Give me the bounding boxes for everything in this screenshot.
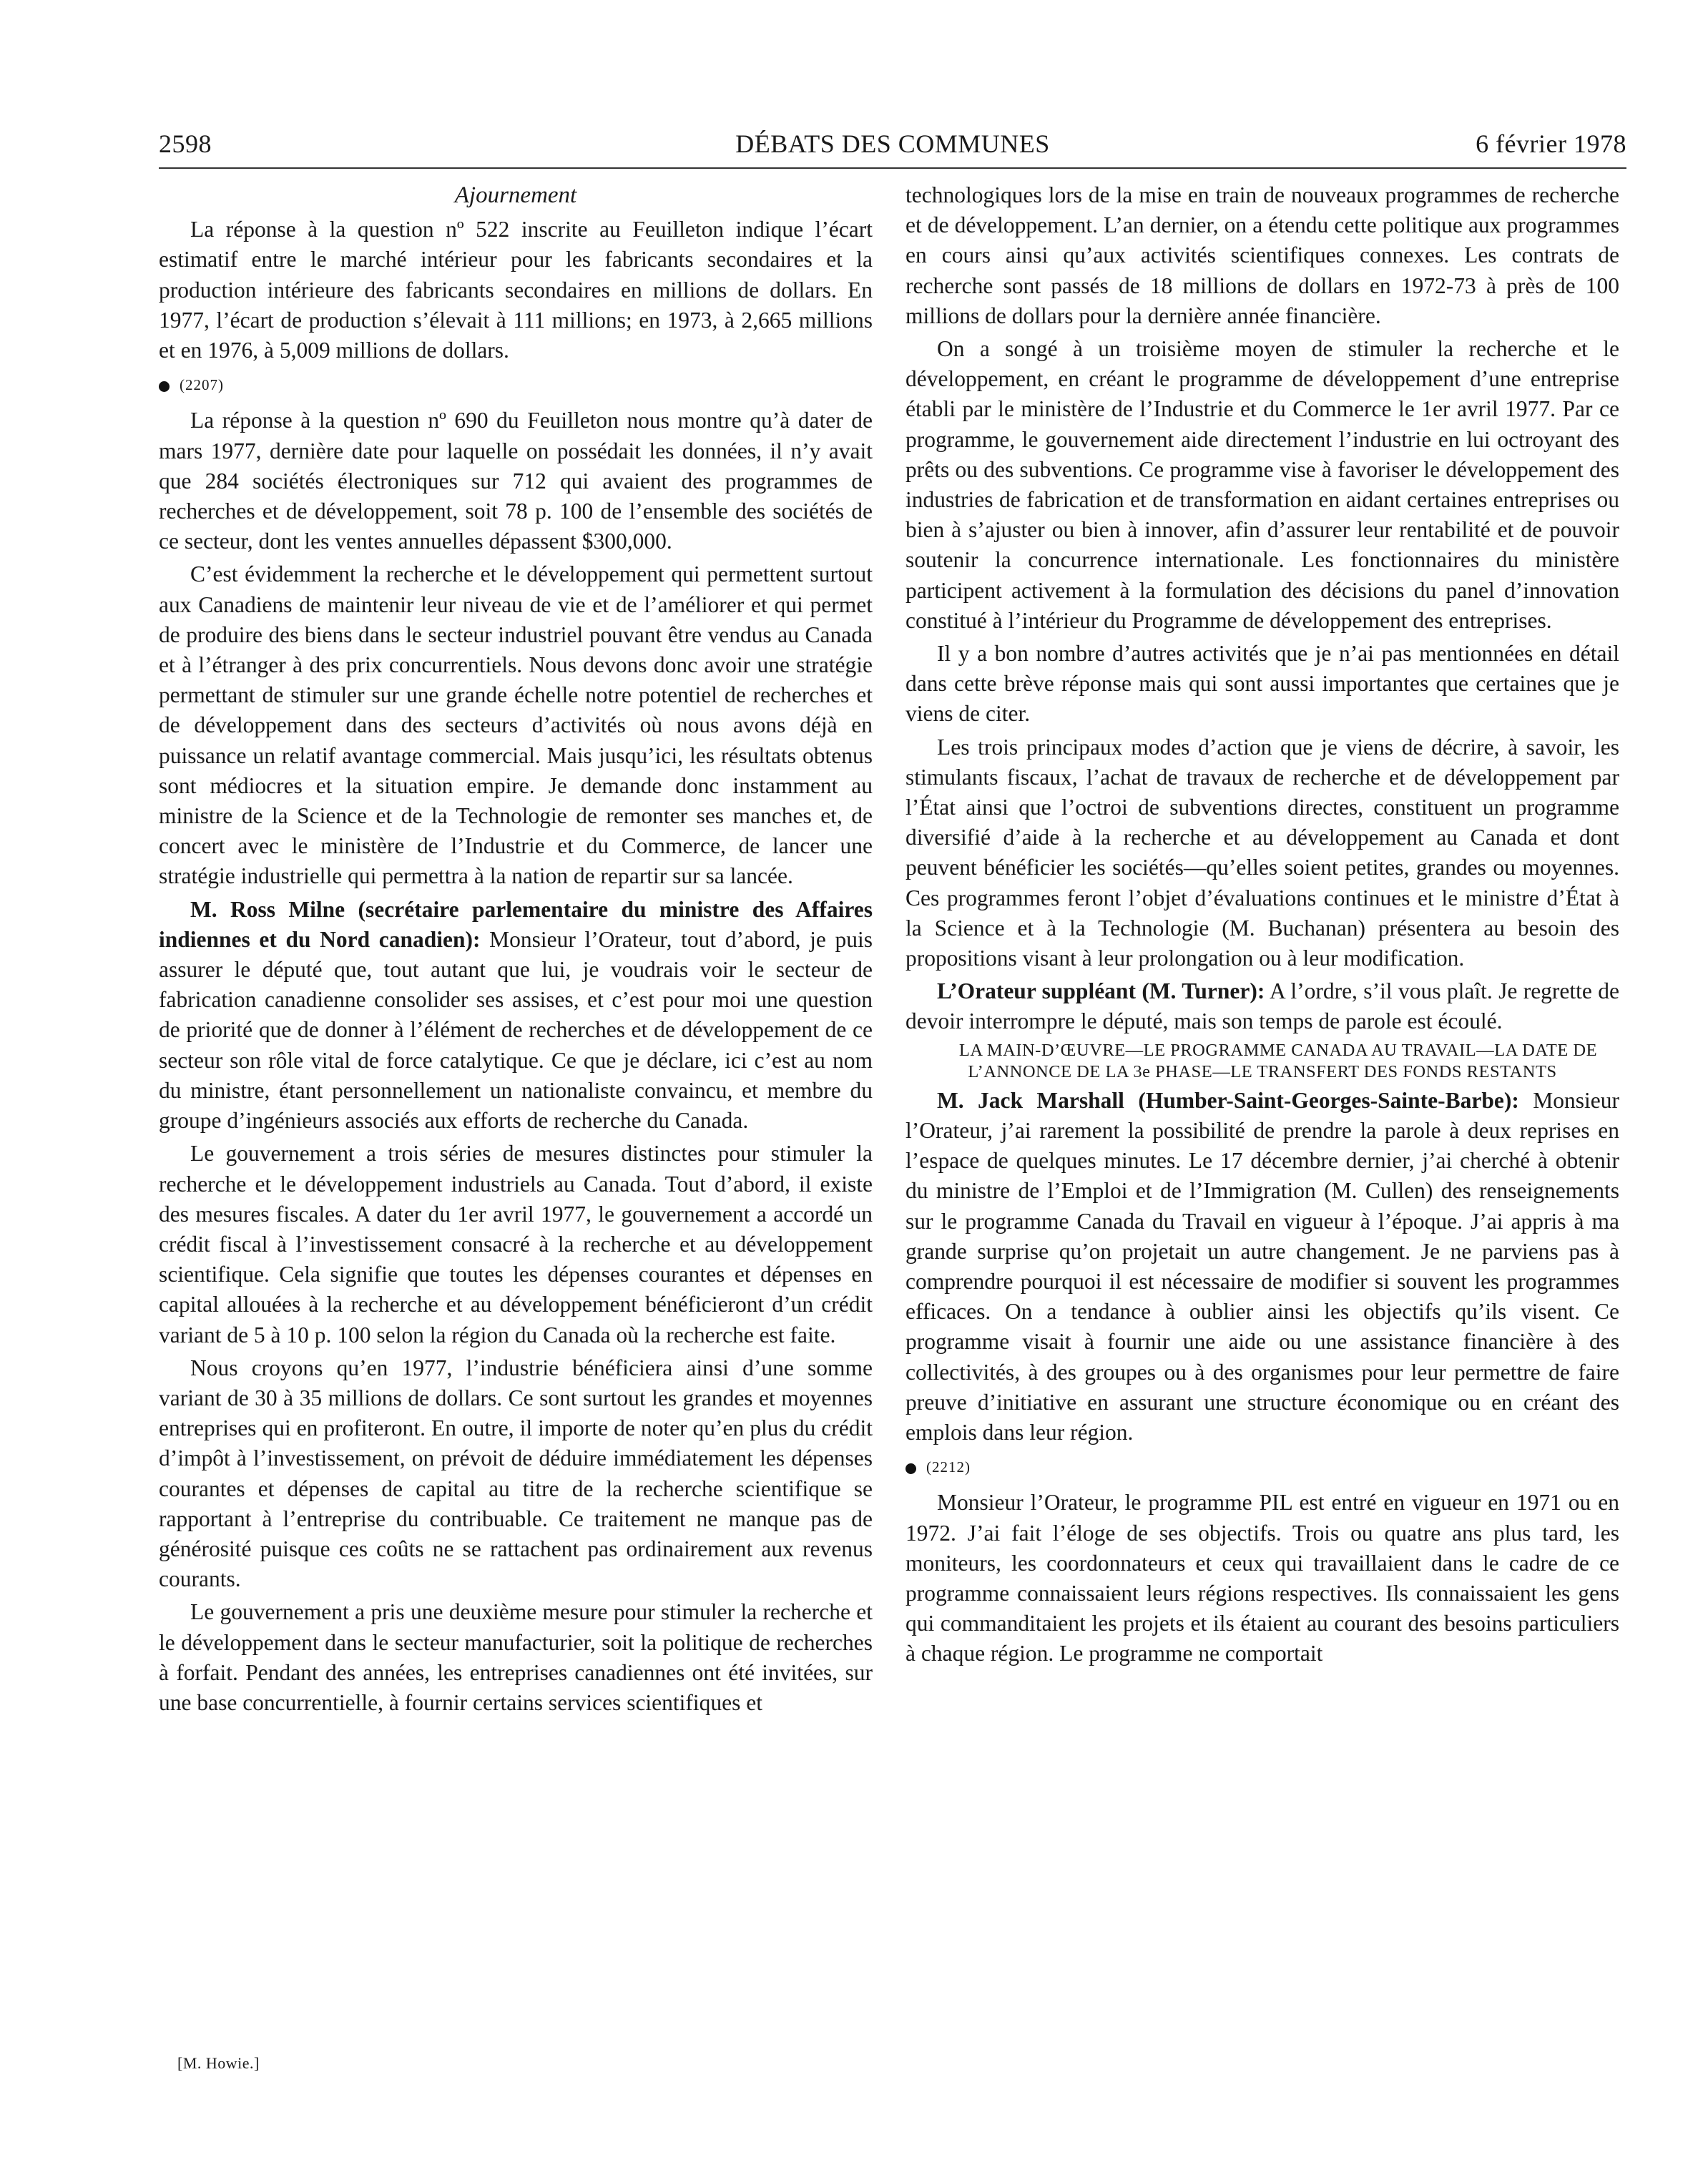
page-header [159, 127, 1626, 169]
bullet-icon [159, 381, 170, 392]
speech-paragraph [905, 976, 1619, 1036]
paragraph: technologiques lors de la mise en train de nouveaux programmes de recherche et de développement. L’an dernier, on a étendu cette politique aux programmes en cours ainsi qu’aux activités scientifiques connexes. Les contrats de recherche sont passés de 18 millions de dollars en 1972-73 à près de 100 millions de dollars pour la dernière année financière. [905, 182, 1619, 328]
speech-text: Monsieur l’Orateur, tout d’abord, je puis assurer le député que, tout autant que lui, je voudrais voir le secteur de fabrication canadienne consolider ses assises, et c’est pour moi une question de priorité que de donner à l’élément de recherches et de développement de ce secteur son rôle vital de force catalytique. Ce que je déclare, ici c’est au nom du ministre, étant personnellement un nationaliste convaincu, et membre du groupe d’ingénieurs associés aux efforts de recherche du Canada. [159, 926, 873, 1134]
paragraph: Le gouvernement a trois séries de mesures distinctes pour stimuler la recherche et le développement industriels au Canada. Tout d’abord, il existe des mesures fiscales. A dater du 1er avril 1977, le gouvernement a accordé un crédit fiscal à l’investissement consacré à la recherche et au développement scientifique. Cela signifie que toutes les dépenses courantes et dépenses en capital allouées à la recherche et au développement bénéficieront d’un crédit variant de 5 à 10 p. 100 selon la région du Canada où la recherche est faite. [159, 1141, 873, 1347]
issue-date: 6 février 1978 [1476, 129, 1626, 158]
paragraph: On a songé à un troisième moyen de stimuler la recherche et le développement, en créant le programme de développement d’une entreprise établi par le ministère de l’Industrie et du Commerce le 1er avril 1977. Par ce programme, le gouvernement aide directement l’industrie en lui octroyant des prêts ou des subventions. Ce programme vise à favoriser le développement des industries de fabrication et de transformation en aidant certaines entreprises ou bien à s’ajuster ou bien à innover, afin d’assurer leur rentabilité et de pouvoir soutenir la concurrence internationale. Les fonctionnaires du ministère participent activement à la formulation des décisions du panel d’innovation constitué à l’intérieur du Programme de développement des entreprises. [905, 336, 1619, 633]
speaker-name: M. Jack Marshall (Humber-Saint-Georges-Sainte-Barbe): [937, 1087, 1519, 1113]
time-marker [905, 1452, 1619, 1482]
topic-heading: LA MAIN-D’ŒUVRE—LE PROGRAMME CANADA AU TRAVAIL—LA DATE DE L’ANNONCE DE LA 3e PHASE—LE TRANSFERT DES FONDS RESTANTS [958, 1040, 1598, 1081]
section-label: Ajournement [454, 182, 577, 208]
paragraph: C’est évidemment la recherche et le développement qui permettent surtout aux Canadiens de maintenir leur niveau de vie et de l’améliorer et qui permet de produire des biens dans le secteur industriel pouvant être vendus au Canada et à l’étranger à des prix concurrentiels. Nous devons donc avoir une stratégie permettant de stimuler sur une grande échelle notre potentiel de recherches et de développement dans des secteurs d’activités où nous avons déjà en puissance un relatif avantage commercial. Mais jusqu’ici, les résultats obtenus sont médiocres et la situation empire. Je demande donc instamment au ministre de la Science et de la Technologie de remonter ses manches et, de concert avec le ministère de l’Industrie et du Commerce, de lancer une stratégie industrielle qui permettra à la nation de repartir sur sa lancée. [159, 561, 873, 889]
paragraph: La réponse à la question nº 690 du Feuilleton nous montre qu’à dater de mars 1977, dernière date pour laquelle on possédait les données, il n’y avait que 284 sociétés électroniques sur 712 qui avaient des programmes de recherches et de développement, soit 78 p. 100 de l’ensemble des sociétés de ce secteur, dont les ventes annuelles dépassent $300,000. [159, 408, 873, 554]
publication-title: DÉBATS DES COMMUNES [735, 129, 1050, 158]
left-column [159, 180, 873, 1721]
paragraph: La réponse à la question nº 522 inscrite au Feuilleton indique l’écart estimatif entre le marché intérieur pour les fabricants secondaires et la production intérieure des fabricants secondaires en millions de dollars. En 1977, l’écart de production s’élevait à 111 millions; en 1973, à 2,665 millions et en 1976, à 5,009 millions de dollars. [159, 217, 873, 363]
paragraph: Monsieur l’Orateur, le programme PIL est entré en vigueur en 1971 ou en 1972. J’ai fait l’éloge de ses objectifs. Trois ou quatre ans plus tard, les moniteurs, les coordonnateurs et ceux qui travaillaient dans le cadre de ce programme connaissaient leurs régions respectives. Ils connaissaient les gens qui commanditaient les projets et ils étaient au courant des besoins particuliers à chaque région. Le programme ne comportait [905, 1490, 1619, 1666]
paragraph: Il y a bon nombre d’autres activités que je n’ai pas mentionnées en détail dans cette brève réponse mais qui sont aussi importantes que certaines que je viens de citer. [905, 641, 1619, 727]
speaker-attribution: [M. Howie.] [177, 2054, 260, 2072]
bullet-icon [905, 1463, 916, 1474]
speech-paragraph [905, 1086, 1619, 1448]
speech-text: Monsieur l’Orateur, j’ai rarement la possibilité de prendre la parole à deux reprises en l’espace de quelques minutes. Le 17 décembre dernier, j’ai cherché à obtenir du ministre de l’Emploi et de l’Immigration (M. Cullen) des renseignements sur le programme Canada du Travail en vigueur à l’époque. J’ai appris à ma grande surprise qu’on projetait un autre changement. Je ne parviens pas à comprendre pourquoi il est nécessaire de modifier si souvent les programmes efficaces. On a tendance à oublier ainsi les objectifs qu’ils visent. Ce programme visait à fournir une aide ou une assistance financière à des collectivités, à des groupes ou à des organismes pour leur permettre de faire preuve d’initiative en assurant une structure économique ou en créant des emplois dans leur région. [905, 1087, 1619, 1445]
time-marker [159, 370, 873, 400]
paragraph: Nous croyons qu’en 1977, l’industrie bénéficiera ainsi d’une somme variant de 30 à 35 millions de dollars. Ce sont surtout les grandes et moyennes entreprises qui en profiteront. En outre, il importe de noter qu’en plus du crédit d’impôt à l’investissement, on prévoit de déduire immédiatement les dépenses courantes et dépenses de capital au titre de la recherche scientifique se rapportant à l’entreprise du contribuable. Ce traitement ne manque pas de générosité puisque ces coûts ne se rattachent pas ordinairement aux revenus courants. [159, 1355, 873, 1592]
speaker-name: L’Orateur suppléant (M. Turner): [937, 978, 1265, 1004]
speech-text: A l’ordre, s’il vous plaît. Je regrette de devoir interrompre le député, mais son temps de parole est écoulé. [905, 978, 1619, 1034]
time-marker-label: (2207) [180, 376, 224, 394]
paragraph: Les trois principaux modes d’action que je viens de décrire, à savoir, les stimulants fiscaux, l’achat de travaux de recherche et de développement par l’État ainsi que l’octroi de subventions directes, constituent un programme diversifié d’aide à la recherche et au développement au Canada et dont peuvent bénéficier les sociétés—qu’elles soient petites, grandes ou moyennes. Ces programmes feront l’objet d’évaluations continues et le ministre d’État à la Science et à la Technologie (M. Buchanan) présentera au besoin des propositions visant à leur prolongation ou à leur modification. [905, 734, 1619, 971]
right-column [905, 180, 1619, 1672]
page-number: 2598 [159, 129, 212, 158]
speech-paragraph [159, 895, 873, 1136]
speaker-name: M. Ross Milne (secrétaire parlementaire du ministre des Affaires indiennes et du Nord canadien): [159, 896, 873, 952]
paragraph: Le gouvernement a pris une deuxième mesure pour stimuler la recherche et le développement dans le secteur manufacturier, soit la politique de recherches à forfait. Pendant des années, les entreprises canadiennes ont été invitées, sur une base concurrentielle, à fournir certains services scientifiques et [159, 1599, 873, 1715]
time-marker-label: (2212) [926, 1458, 971, 1476]
